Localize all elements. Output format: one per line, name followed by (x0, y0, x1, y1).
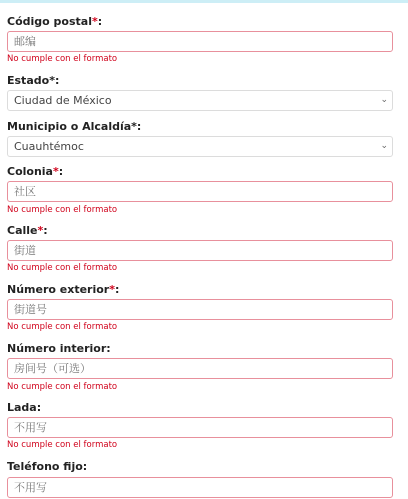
interior-number-input[interactable]: 房间号（可选） (7, 358, 393, 379)
colonia-input[interactable]: 社区 (7, 181, 393, 202)
lada-error: No cumple con el formato (7, 440, 118, 450)
lada-label: Lada: (7, 401, 42, 414)
postal-code-label: Código postal*: (7, 15, 103, 28)
chevron-down-icon: ⌄ (380, 95, 388, 105)
lada-input[interactable]: 不用写 (7, 417, 393, 438)
postal-code-error: No cumple con el formato (7, 54, 118, 64)
required-mark: * (37, 224, 44, 237)
top-strip (0, 0, 408, 3)
colonia-label: Colonia*: (7, 165, 64, 178)
state-select[interactable] (7, 90, 393, 111)
state-label: Estado*: (7, 74, 60, 87)
street-label: Calle*: (7, 224, 48, 237)
exterior-number-input[interactable]: 街道号 (7, 299, 393, 320)
interior-number-label: Número interior: (7, 342, 111, 355)
landline-label: Teléfono fijo: (7, 460, 88, 473)
exterior-number-label: Número exterior*: (7, 283, 120, 296)
required-mark: * (52, 165, 59, 178)
street-input[interactable]: 街道 (7, 240, 393, 261)
municipality-label: Municipio o Alcaldía*: (7, 120, 142, 133)
street-error: No cumple con el formato (7, 263, 118, 273)
postal-code-input[interactable]: 邮编 (7, 31, 393, 52)
municipality-select-value: Cuauhtémoc (14, 140, 84, 153)
required-mark: * (91, 15, 98, 28)
exterior-number-error: No cumple con el formato (7, 322, 118, 332)
chevron-down-icon: ⌄ (380, 141, 388, 151)
state-select-value: Ciudad de México (14, 94, 112, 107)
colonia-error: No cumple con el formato (7, 205, 118, 215)
landline-input[interactable]: 不用写 (7, 477, 393, 498)
interior-number-error: No cumple con el formato (7, 382, 118, 392)
municipality-select[interactable] (7, 136, 393, 157)
required-mark: * (109, 283, 115, 296)
